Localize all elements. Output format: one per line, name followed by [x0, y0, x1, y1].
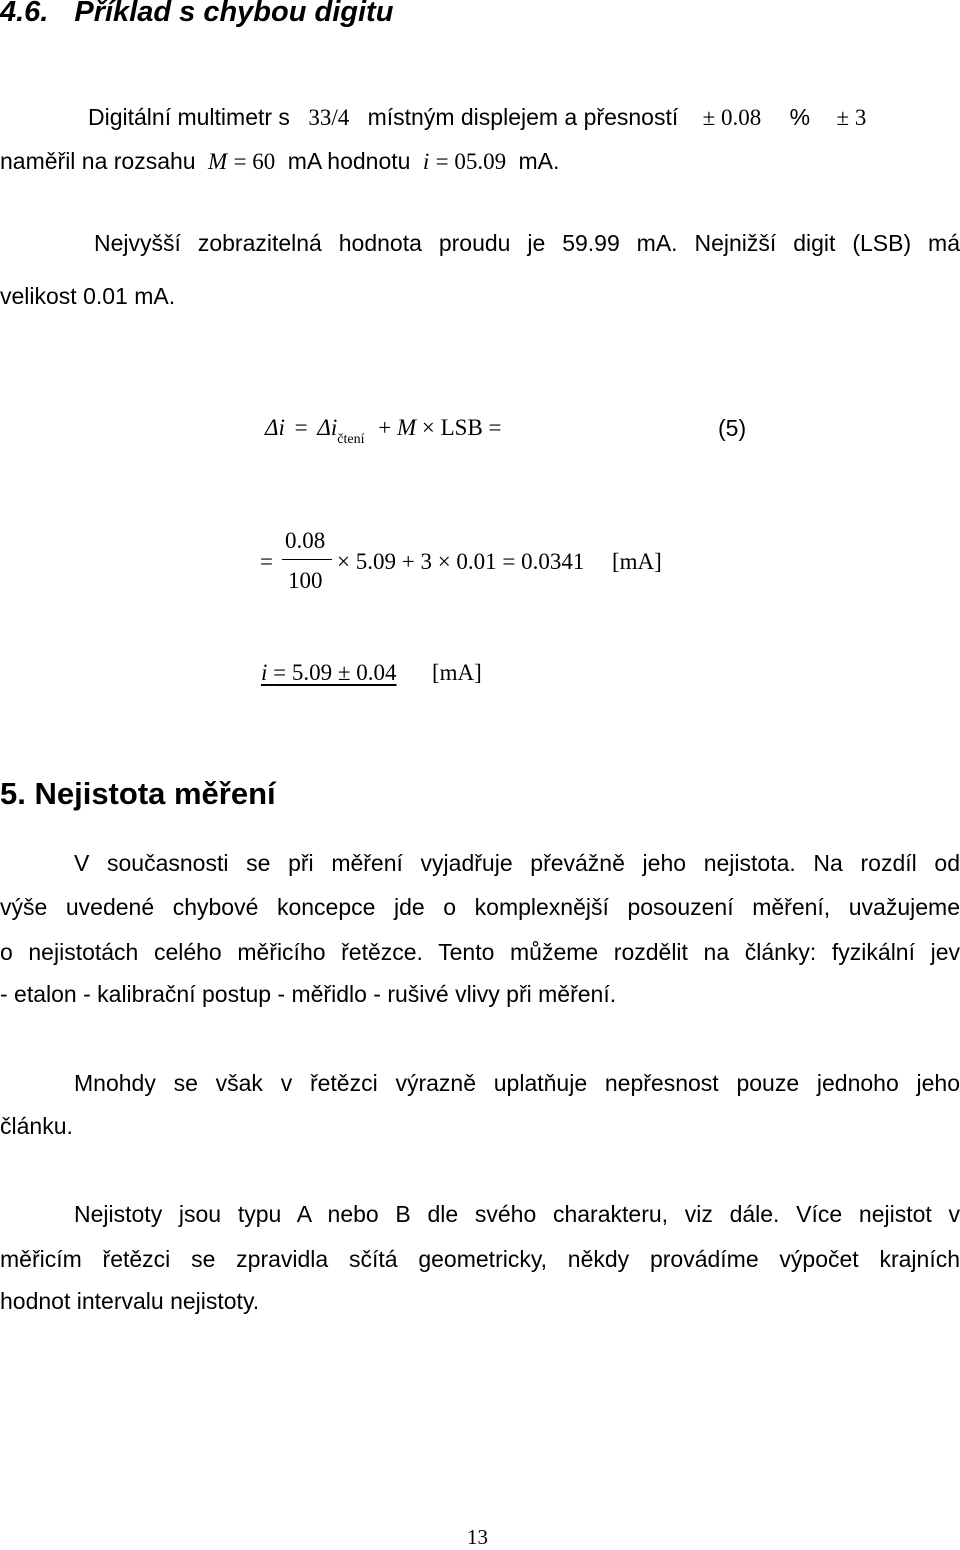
text-fragment: mA. — [518, 148, 560, 174]
paragraph-2-line-1: Nejvyšší zobrazitelná hodnota proudu je 59.99 mA. Nejnižší digit (LSB) má — [94, 230, 960, 256]
equation-6-unit: [mA] — [612, 549, 662, 574]
paragraph-5-line-3: hodnot intervalu nejistoty. — [0, 1288, 260, 1314]
section-number: 4.6. — [0, 0, 49, 28]
equation-7-unit: [mA] — [432, 660, 482, 685]
percent-sign: % — [789, 104, 811, 130]
paragraph-3-line-4: - etalon - kalibrační postup - měřidlo - rušivé vlivy při měření. — [0, 981, 617, 1007]
i-symbol: i — [261, 660, 268, 685]
paragraph-5-line-1: Nejistoty jsou typu A nebo B dle svého charakteru, viz dále. Více nejistot v — [74, 1201, 960, 1227]
range-symbol: M — [208, 149, 228, 174]
result-value: = 5.09 ± 0.04 — [273, 660, 397, 685]
section-heading — [0, 0, 393, 29]
equation-6-equals: = — [260, 549, 273, 574]
equation-6-expression: × 5.09 + 3 × 0.01 = 0.0341 — [337, 549, 585, 574]
subscript-reading: čtení — [337, 432, 365, 447]
digits-value: 33/4 — [308, 105, 350, 130]
lsb-term: × LSB = — [421, 415, 502, 440]
paragraph-3-line-3: o nejistotách celého měřicího řetězce. Tento můžeme rozdělit na články: fyzikální jev — [0, 939, 960, 965]
text-fragment: mA hodnotu — [287, 148, 411, 174]
text-fragment: naměřil na rozsahu — [0, 148, 196, 174]
equation-7 — [261, 660, 397, 686]
equation-5 — [265, 415, 502, 447]
delta-i-reading-symbol: Δi — [317, 415, 338, 440]
accuracy-percent-value: ± 0.08 — [702, 105, 762, 130]
m-symbol: M — [396, 415, 417, 440]
accuracy-digits-value: ± 3 — [836, 105, 867, 130]
paragraph-2-line-2: velikost 0.01 mA. — [0, 283, 176, 309]
section-title: Příklad s chybou digitu — [74, 0, 394, 28]
paragraph-5-line-2: měřicím řetězci se zpravidla sčítá geometricky, někdy provádíme výpočet krajních — [0, 1246, 960, 1272]
paragraph-1-line-1 — [88, 95, 866, 140]
paragraph-3-line-2: výše uvedené chybové koncepce jde o komplexnější posouzení měření, uvažujeme — [0, 894, 960, 920]
paragraph-4-line-1: Mnohdy se však v řetězci výrazně uplatňuje nepřesnost pouze jednoho jeho — [74, 1070, 960, 1096]
text-fragment: místným displejem a přesností — [367, 104, 679, 130]
fraction-numerator: 0.08 — [285, 528, 326, 553]
delta-i-symbol: Δi — [265, 415, 285, 440]
plus-sign: + — [378, 415, 392, 440]
fraction-denominator: 100 — [288, 568, 323, 593]
fraction-bar — [282, 559, 332, 560]
range-value: = 60 — [233, 149, 276, 174]
paragraph-4-line-2: článku. — [0, 1113, 73, 1139]
current-value: = 05.09 — [435, 149, 507, 174]
equation-number: (5) — [718, 415, 747, 441]
paragraph-3-line-1: V současnosti se při měření vyjadřuje převážně jeho nejistota. Na rozdíl od — [74, 850, 960, 876]
equals-sign: = — [294, 415, 308, 440]
page-number: 13 — [467, 1525, 488, 1549]
current-symbol: i — [422, 149, 430, 174]
paragraph-1-line-2 — [0, 139, 559, 184]
section-5-heading: 5. Nejistota měření — [0, 776, 276, 811]
text-fragment: Digitální multimetr s — [88, 104, 290, 130]
